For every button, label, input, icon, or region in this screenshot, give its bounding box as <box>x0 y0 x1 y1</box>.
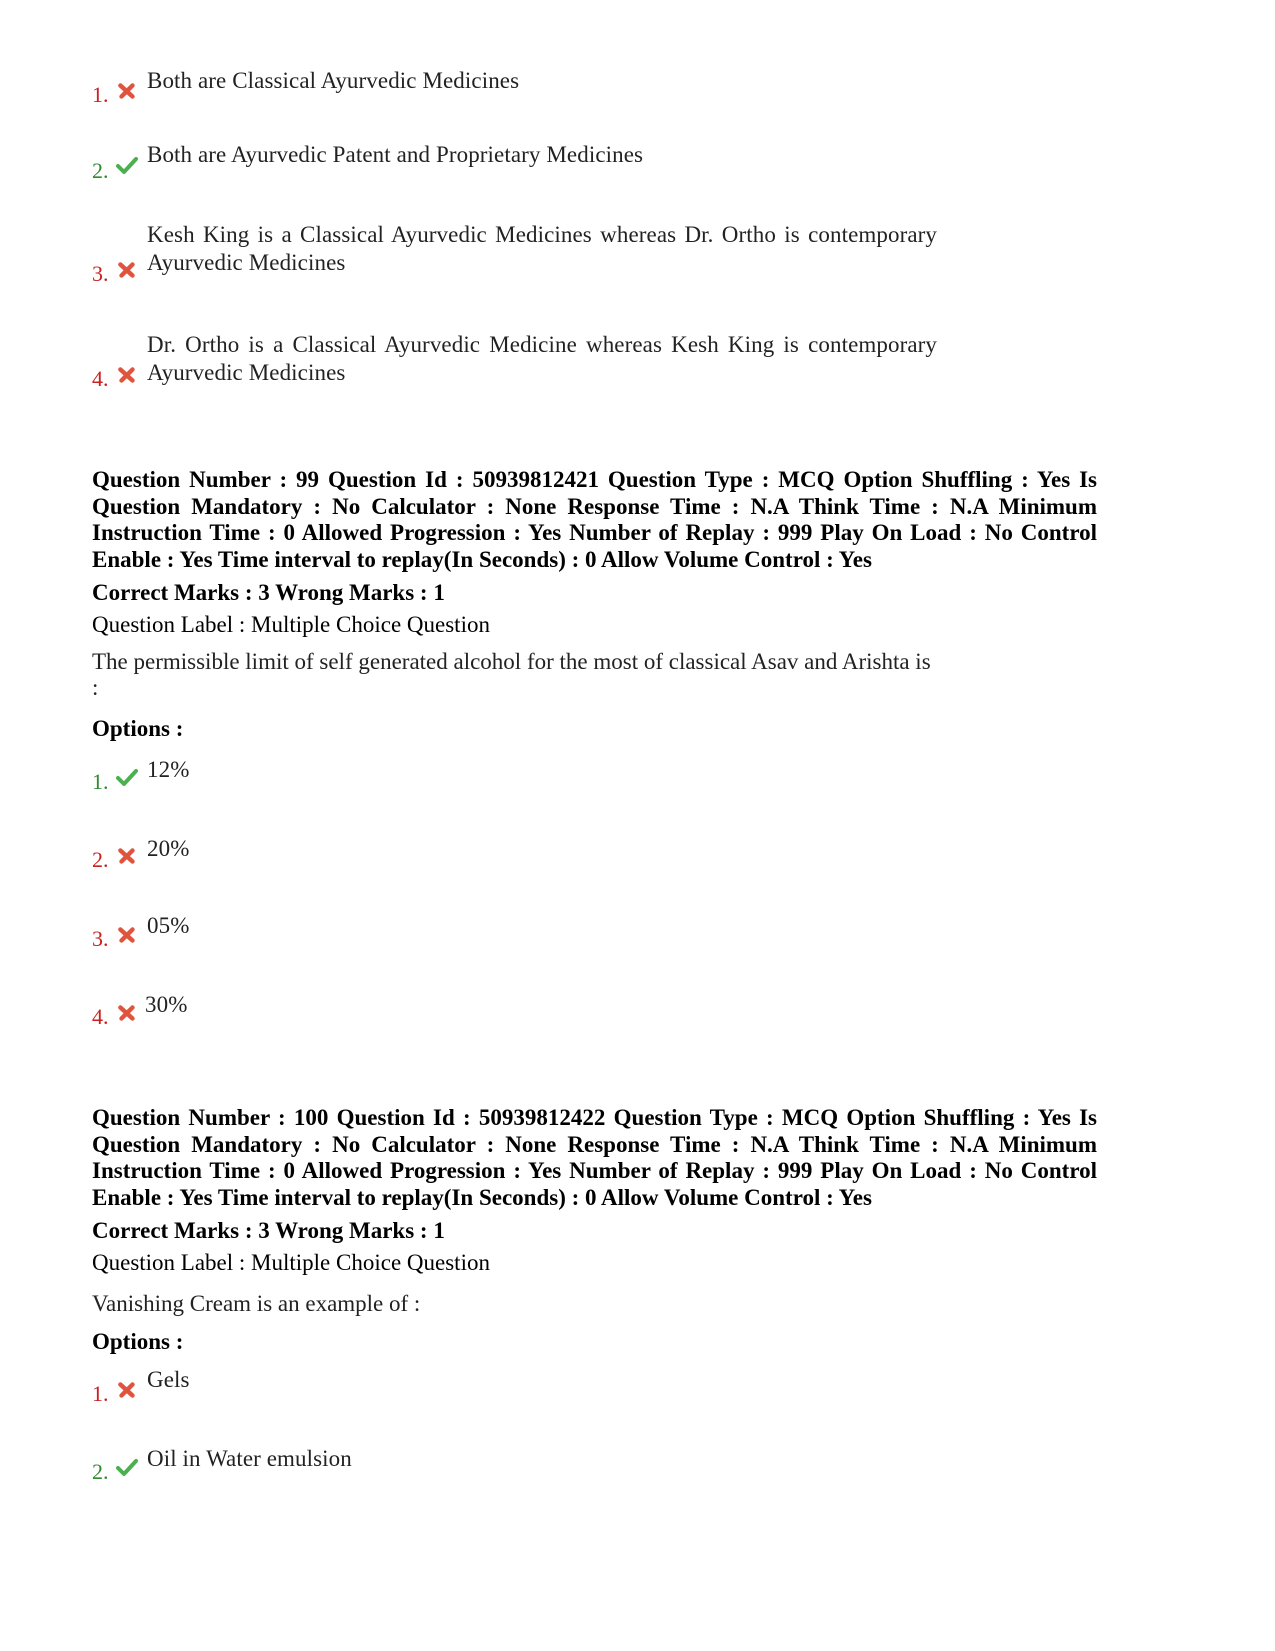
option-row <box>92 70 1092 110</box>
option-row <box>92 757 1092 796</box>
option-text: Gels <box>147 1367 190 1392</box>
options-heading: Options : <box>92 1329 184 1354</box>
check-icon <box>116 154 138 176</box>
option-number: 1. <box>92 82 109 107</box>
option-number: 2. <box>92 158 109 183</box>
cross-icon <box>116 845 138 867</box>
option-number: 1. <box>92 1381 109 1406</box>
options-heading: Options : <box>92 716 184 741</box>
option-text: Both are Ayurvedic Patent and Proprietary Medicines <box>147 142 644 167</box>
option-row <box>92 1367 1092 1408</box>
question-meta: Question Number : 100 Question Id : 50939812422 Question Type : MCQ Option Shuffling : Yes Is Question Mandatory : No Calculator : None Response Time : N.A Think Time : N.A Minimum Instruction Time : 0 Allowed Progression : Yes Number of Replay : 999 Play On Load : No Control Enable : Yes Time interval to replay(In Seconds) : 0 Allow Volume Control : Yes <box>92 1105 1097 1210</box>
cross-icon <box>116 924 138 946</box>
option-number: 1. <box>92 769 109 794</box>
option-text: Dr. Ortho is a Classical Ayurvedic Medicine whereas Kesh King is contemporary Ayurvedic Medicines <box>147 332 937 385</box>
option-row <box>92 222 1092 288</box>
question-marks: Correct Marks : 3 Wrong Marks : 1 <box>92 1218 445 1243</box>
cross-icon <box>116 1002 138 1024</box>
question-text: The permissible limit of self generated alcohol for the most of classical Asav and Arishta is : <box>92 649 931 700</box>
question-marks: Correct Marks : 3 Wrong Marks : 1 <box>92 580 445 605</box>
option-text: Oil in Water emulsion <box>147 1446 352 1471</box>
option-text: 20% <box>147 836 190 861</box>
option-number: 2. <box>92 847 109 872</box>
question-meta: Question Number : 99 Question Id : 50939812421 Question Type : MCQ Option Shuffling : Yes Is Question Mandatory : No Calculator : None Response Time : N.A Think Time : N.A Minimum Instruction Time : 0 Allowed Progression : Yes Number of Replay : 999 Play On Load : No Control Enable : Yes Time interval to replay(In Seconds) : 0 Allow Volume Control : Yes <box>92 467 1097 572</box>
option-row <box>92 331 1092 397</box>
option-number: 4. <box>92 1004 109 1029</box>
option-text: Kesh King is a Classical Ayurvedic Medicines whereas Dr. Ortho is contemporary Ayurvedic Medicines <box>147 222 937 275</box>
option-row <box>92 838 1092 874</box>
check-icon <box>116 766 138 788</box>
option-number: 2. <box>92 1459 109 1484</box>
question-text: Vanishing Cream is an example of : <box>92 1291 421 1316</box>
option-row <box>92 992 1092 1031</box>
question-label: Question Label : Multiple Choice Question <box>92 612 490 637</box>
cross-icon <box>116 80 138 102</box>
option-text: 05% <box>147 913 190 938</box>
option-text: 12% <box>147 757 190 782</box>
question-label: Question Label : Multiple Choice Question <box>92 1250 490 1275</box>
check-icon <box>116 1456 138 1478</box>
cross-icon <box>116 364 138 386</box>
option-row <box>92 1446 1092 1486</box>
option-number: 3. <box>92 926 109 951</box>
option-text: 30% <box>145 992 188 1017</box>
option-number: 3. <box>92 261 109 286</box>
option-row <box>92 142 1092 186</box>
cross-icon <box>116 259 138 281</box>
option-text: Both are Classical Ayurvedic Medicines <box>147 68 520 93</box>
option-row <box>92 913 1092 953</box>
option-number: 4. <box>92 366 109 391</box>
cross-icon <box>116 1379 138 1401</box>
